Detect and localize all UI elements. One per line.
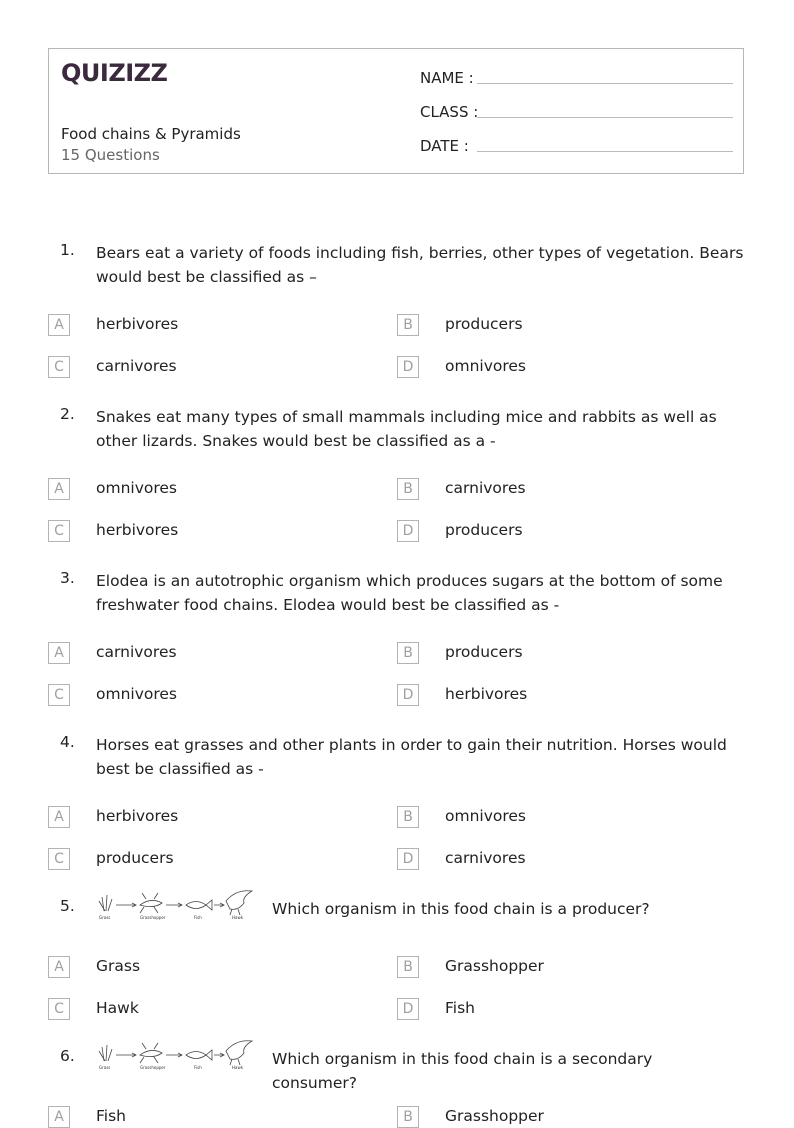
name-label: NAME : (420, 69, 474, 87)
option-text: producers (96, 849, 174, 867)
option-letter-box[interactable]: D (397, 684, 419, 706)
question-text: Bears eat a variety of foods including fish, berries, other types of vegetation. Bears would best be classified as – (96, 244, 744, 286)
question-number: 4. (60, 733, 75, 751)
question-text: Elodea is an autotrophic organism which produces sugars at the bottom of some freshwater food chains. Elodea would best be classified as - (96, 572, 723, 614)
option-text: Hawk (96, 999, 139, 1017)
option-letter-box[interactable]: C (48, 848, 70, 870)
option-text: Grass (96, 957, 141, 975)
question-number: 2. (60, 405, 75, 423)
image-label-grasshopper: Grasshopper (140, 1065, 166, 1070)
question-text: Which organism in this food chain is a secondary consumer? (272, 1050, 653, 1092)
worksheet-title: Food chains & Pyramids (61, 125, 241, 143)
option-letter-box[interactable]: B (397, 1106, 419, 1128)
option-text: herbivores (96, 315, 179, 333)
option-letter-box[interactable]: B (397, 314, 419, 336)
question-text: Horses eat grasses and other plants in order to gain their nutrition. Horses would best be classified as - (96, 736, 727, 778)
question-number: 3. (60, 569, 75, 587)
class-field[interactable] (420, 103, 478, 121)
question-number: 1. (60, 241, 75, 259)
option-text: herbivores (445, 685, 528, 703)
question-number: 6. (60, 1047, 75, 1065)
option-text: producers (445, 521, 523, 539)
option-letter-box[interactable]: C (48, 356, 70, 378)
image-label-fish: Fish (194, 1065, 202, 1070)
option-letter-box[interactable]: B (397, 806, 419, 828)
food-chain-image (96, 885, 254, 921)
image-label-fish: Fish (194, 915, 202, 920)
question-text: Which organism in this food chain is a producer? (272, 900, 650, 918)
option-text: Grasshopper (445, 1107, 544, 1125)
option-letter-box[interactable]: B (397, 478, 419, 500)
option-text: producers (445, 643, 523, 661)
option-text: omnivores (96, 685, 178, 703)
option-letter-box[interactable]: C (48, 684, 70, 706)
option-letter-box[interactable]: B (397, 642, 419, 664)
date-line[interactable] (477, 151, 733, 152)
option-text: Fish (96, 1107, 126, 1125)
worksheet-header (48, 48, 744, 174)
option-letter-box[interactable]: A (48, 314, 70, 336)
image-label-hawk: Hawk (232, 1065, 244, 1070)
image-label-hawk: Hawk (232, 915, 244, 920)
option-letter-box[interactable]: D (397, 998, 419, 1020)
question-count: 15 Questions (61, 146, 160, 164)
date-field[interactable] (420, 137, 469, 155)
option-letter-box[interactable]: A (48, 956, 70, 978)
class-label: CLASS : (420, 103, 479, 121)
question-number: 5. (60, 897, 75, 915)
option-text: carnivores (96, 357, 177, 375)
option-text: herbivores (96, 807, 179, 825)
option-text: carnivores (96, 643, 177, 661)
image-label-grass: Grass (99, 915, 111, 920)
option-text: Fish (445, 999, 475, 1017)
option-letter-box[interactable]: D (397, 520, 419, 542)
option-letter-box[interactable]: A (48, 642, 70, 664)
date-label: DATE : (420, 137, 469, 155)
option-text: producers (445, 315, 523, 333)
option-text: omnivores (445, 807, 527, 825)
name-line[interactable] (477, 83, 733, 84)
image-label-grasshopper: Grasshopper (140, 915, 166, 920)
option-letter-box[interactable]: A (48, 478, 70, 500)
option-text: Grasshopper (445, 957, 544, 975)
quizizz-logo: QUIZIZZ (61, 59, 168, 87)
option-letter-box[interactable]: D (397, 356, 419, 378)
option-text: omnivores (445, 357, 527, 375)
option-text: carnivores (445, 479, 526, 497)
class-line[interactable] (477, 117, 733, 118)
option-text: carnivores (445, 849, 526, 867)
question-text: Snakes eat many types of small mammals including mice and rabbits as well as other lizards. Snakes would best be classified as a - (96, 408, 717, 450)
option-letter-box[interactable]: C (48, 998, 70, 1020)
option-letter-box[interactable]: C (48, 520, 70, 542)
image-label-grass: Grass (99, 1065, 111, 1070)
name-field[interactable] (420, 69, 474, 87)
option-letter-box[interactable]: D (397, 848, 419, 870)
option-text: omnivores (96, 479, 178, 497)
food-chain-image (96, 1035, 254, 1071)
option-letter-box[interactable]: B (397, 956, 419, 978)
option-letter-box[interactable]: A (48, 806, 70, 828)
option-text: herbivores (96, 521, 179, 539)
option-letter-box[interactable]: A (48, 1106, 70, 1128)
